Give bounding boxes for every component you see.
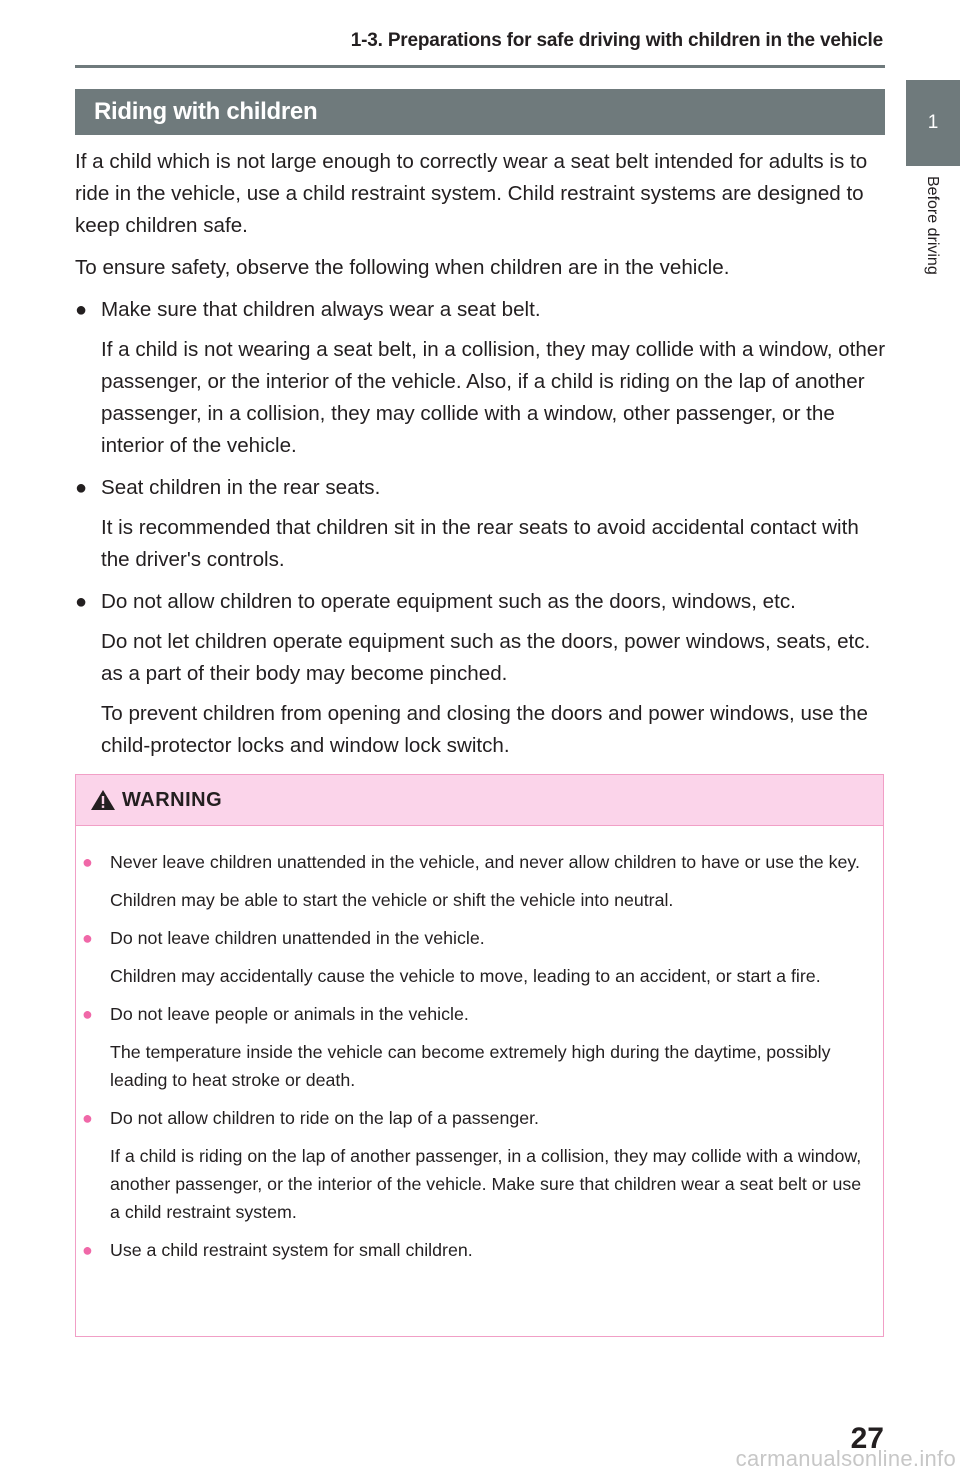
chapter-tab[interactable]: [906, 80, 960, 166]
intro-paragraph: If a child which is not large enough to correctly wear a seat belt intended for adults is to ride in the vehicle, use a child restraint system. Child restraint systems are designed to keep children safe.: [75, 150, 868, 237]
warning-item: [82, 924, 869, 952]
bullet-item: [75, 586, 887, 618]
running-head: 1-3. Preparations for safe driving with children in the vehicle: [350, 30, 883, 51]
warning-bullet-icon: ●: [82, 852, 93, 872]
bullet-detail: If a child is not wearing a seat belt, in a collision, they may collide with a window, other passenger, or the interior of the vehicle. Also, if a child is riding on the lap of another passenger, in a collision, they may collide with a window, other passenger, or the interior of the vehicle.: [101, 338, 886, 457]
warning-bullet-icon: ●: [82, 928, 93, 948]
section-header: [75, 89, 885, 135]
warning-item: [82, 1236, 869, 1264]
warning-header: [76, 775, 883, 826]
chapter-number: 1: [927, 112, 939, 133]
warning-label: WARNING: [122, 788, 223, 811]
warning-item-detail: The temperature inside the vehicle can become extremely high during the daytime, possibly leading to heat stroke or death.: [110, 1042, 831, 1090]
bullet-dot-icon: ●: [75, 299, 88, 321]
warning-item-title: Do not leave people or animals in the vehicle.: [110, 1004, 469, 1024]
bullet-dot-icon: ●: [75, 477, 88, 499]
warning-item-title: Use a child restraint system for small children.: [110, 1240, 473, 1260]
watermark: carmanualsonline.info: [735, 1446, 956, 1471]
warning-bullet-icon: ●: [82, 1004, 93, 1024]
section-title: Riding with children: [94, 98, 318, 125]
warning-item-detail: Children may accidentally cause the vehicle to move, leading to an accident, or start a fire.: [110, 966, 821, 986]
bullet-dot-icon: ●: [75, 591, 88, 613]
bullet-detail: To prevent children from opening and closing the doors and power windows, use the child-protector locks and window lock switch.: [101, 702, 869, 757]
bullet-detail: It is recommended that children sit in the rear seats to avoid accidental contact with the driver's controls.: [101, 516, 859, 571]
bullet-title: Do not allow children to operate equipment such as the doors, windows, etc.: [101, 590, 796, 613]
warning-item: [82, 1000, 869, 1028]
bullet-detail: Do not let children operate equipment such as the doors, power windows, seats, etc. as a part of their body may become pinched.: [101, 630, 871, 685]
warning-triangle-icon: [90, 789, 116, 811]
bullet-title: Make sure that children always wear a seat belt.: [101, 298, 541, 321]
warning-bullet-icon: ●: [82, 1240, 93, 1260]
warning-body: [76, 826, 883, 1264]
lead-paragraph: To ensure safety, observe the following when children are in the vehicle.: [75, 256, 730, 279]
warning-bullet-icon: ●: [82, 1108, 93, 1128]
warning-item-title: Never leave children unattended in the vehicle, and never allow children to have or use the key.: [110, 852, 860, 872]
section-body: [75, 146, 887, 762]
header-rule: [75, 65, 885, 68]
warning-item-detail: Children may be able to start the vehicle or shift the vehicle into neutral.: [110, 890, 674, 910]
page-number: 27: [850, 1422, 884, 1455]
warning-box: [75, 774, 884, 1337]
warning-item-title: Do not leave children unattended in the vehicle.: [110, 928, 485, 948]
bullet-item: [75, 472, 887, 504]
warning-item-title: Do not allow children to ride on the lap of a passenger.: [110, 1108, 539, 1128]
bullet-title: Seat children in the rear seats.: [101, 476, 381, 499]
warning-item: [82, 848, 869, 876]
bullet-item: [75, 294, 887, 326]
chapter-label: Before driving: [924, 176, 941, 275]
warning-item: [82, 1104, 869, 1132]
warning-item-detail: If a child is riding on the lap of another passenger, in a collision, they may collide with a window, another passenger, or the interior of the vehicle. Make sure that children wear a seat belt or use a child restraint system.: [110, 1146, 862, 1222]
